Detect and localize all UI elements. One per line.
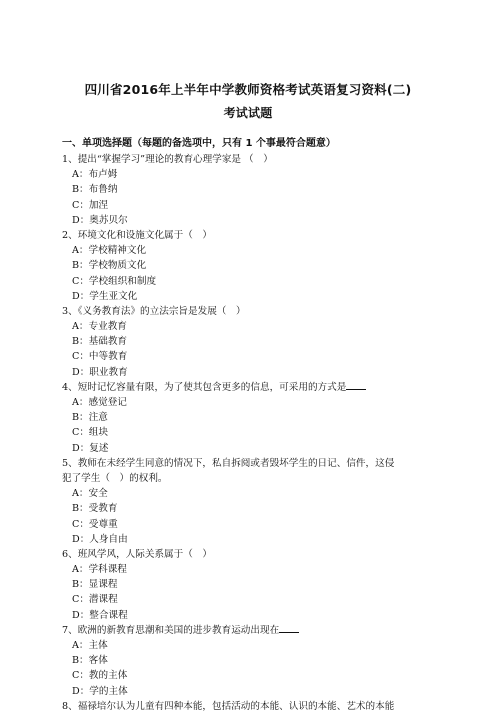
question-3: 3、《义务教育法》的立法宗旨是发展（ ） (62, 305, 246, 317)
option-d: D：学的主体 (72, 685, 128, 697)
option-b: B：基础教育 (72, 336, 128, 348)
option-c: C：组块 (72, 427, 109, 439)
option-b: B：学校物质文化 (72, 260, 147, 272)
option-d: D：整合课程 (72, 609, 128, 621)
option-a: A：主体 (72, 640, 108, 651)
document-subtitle: 考试试题 (223, 106, 273, 120)
question-2: 2、环境文化和设施文化属于（ ） (62, 229, 213, 241)
option-c: C：潜课程 (72, 594, 118, 606)
option-a: A：专业教育 (72, 321, 127, 333)
answer-blank (279, 623, 299, 633)
document-title: 四川省2016年上半年中学教师资格考试英语复习资料(二) (84, 82, 412, 97)
option-a: A：安全 (72, 488, 108, 500)
option-c: C：加涅 (72, 199, 109, 211)
question-7-text: 7、欧洲的新教育思潮和美国的进步教育运动出现在 (62, 624, 280, 636)
question-4-text: 4、短时记忆容量有限，为了使其包含更多的信息，可采用的方式是 (62, 381, 347, 393)
answer-blank (346, 380, 366, 390)
option-c: C：中等教育 (72, 351, 128, 363)
option-c: C：教的主体 (72, 670, 128, 682)
option-c: C：受尊重 (72, 518, 118, 530)
question-7 (62, 623, 442, 638)
option-a: A：学校精神文化 (72, 245, 147, 257)
option-b: B：受教育 (72, 503, 118, 515)
question-5-line-1: 5、教师在未经学生同意的情况下，私自拆阅或者毁坏学生的日记、信件，这侵 (62, 457, 395, 469)
option-a: A：布卢姆 (72, 169, 118, 181)
option-b: B：显课程 (72, 579, 118, 591)
option-d: D：复述 (72, 442, 109, 454)
option-b: B：客体 (72, 655, 108, 667)
section-heading: 一、单项选择题（每题的备选项中，只有 1 个事最符合题意） (62, 138, 336, 149)
option-d: D：职业教育 (72, 366, 128, 378)
option-c: C：学校组织和制度 (72, 275, 157, 287)
question-8: 8、福禄培尔认为儿童有四种本能，包括活动的本能、认识的本能、艺术的本能 (62, 700, 395, 712)
option-b: B：布鲁纳 (72, 184, 118, 196)
option-d: D：奥苏贝尔 (72, 214, 128, 226)
option-b: B：注意 (72, 412, 108, 424)
option-d: D：人身自由 (72, 533, 128, 545)
question-1: 1、提出“掌握学习”理论的教育心理学家是 （ ） (62, 154, 273, 165)
question-5-line-2: 犯了学生（ ）的权利。 (62, 472, 168, 484)
question-list (62, 136, 442, 714)
option-a: A：感觉登记 (72, 397, 127, 408)
option-d: D：学生亚文化 (72, 290, 138, 302)
option-a: A：学科课程 (72, 564, 127, 576)
question-6: 6、班风学风，人际关系属于（ ） (62, 548, 213, 560)
question-4 (62, 380, 442, 395)
